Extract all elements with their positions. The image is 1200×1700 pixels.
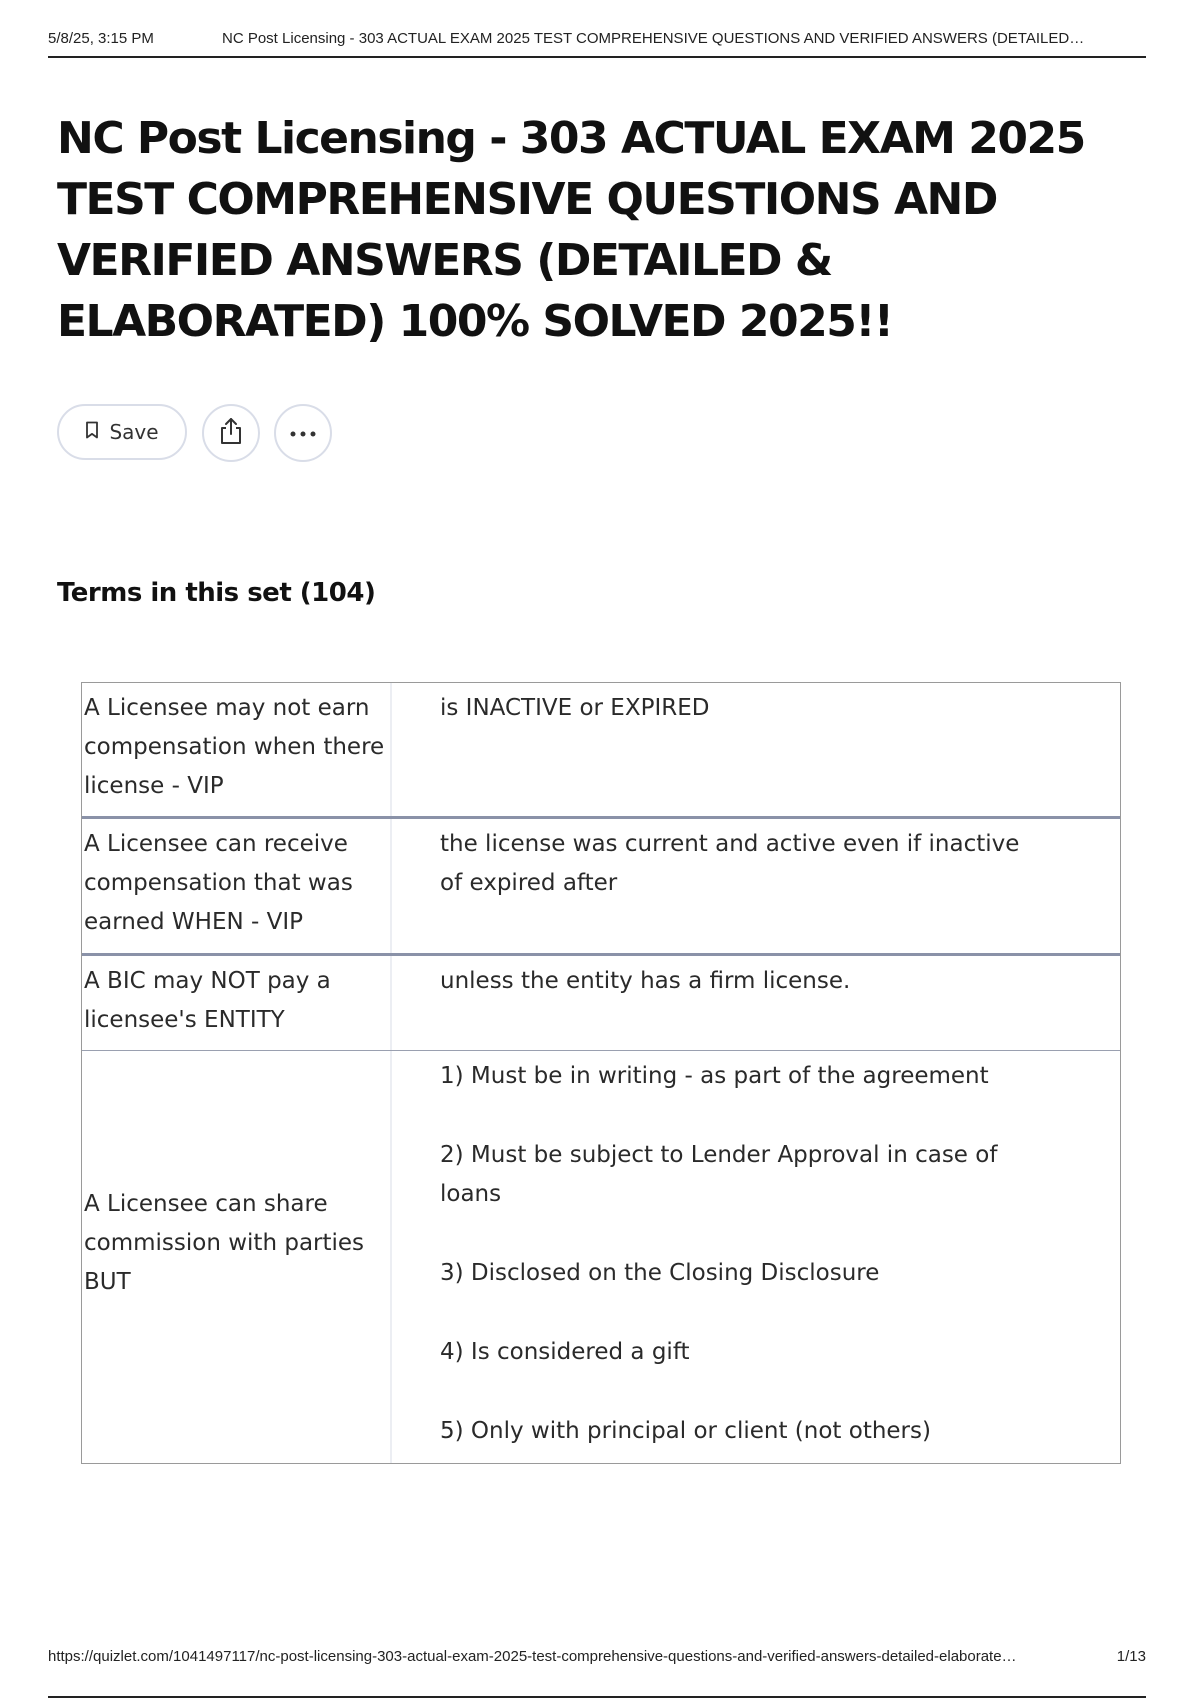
terms-heading: Terms in this set (104) (57, 578, 376, 608)
page-number: 1/13 (1116, 1648, 1146, 1665)
definition-line: 4) Is considered a gift (440, 1339, 690, 1365)
print-footer (48, 1648, 1146, 1700)
term-text: A BIC may NOT pay a licensee's ENTITY (82, 956, 392, 1050)
definition-text (392, 956, 1120, 1050)
term-row (82, 683, 1120, 816)
definition-text (392, 819, 1120, 953)
save-label: Save (109, 420, 159, 444)
definition-text (392, 683, 1120, 816)
term-row (82, 953, 1120, 1050)
more-button[interactable] (274, 404, 332, 462)
print-header (48, 30, 1146, 58)
page-title: NC Post Licensing - 303 ACTUAL EXAM 2025 TEST COMPREHENSIVE QUESTIONS AND VERIFIED ANSWERS (DETAILED & ELABORATED) 100% SOLVED 2025!! (57, 113, 1085, 347)
terms-table (81, 682, 1121, 1464)
definition-line: the license was current and active even if inactive of expired after (440, 831, 1020, 896)
term-text: A Licensee may not earn compensation when there license - VIP (82, 683, 392, 816)
term-text: A Licensee can receive compensation that was earned WHEN - VIP (82, 819, 392, 953)
term-row (82, 816, 1120, 953)
more-icon (289, 424, 317, 442)
print-date: 5/8/25, 3:15 PM (48, 30, 154, 47)
definition-text (392, 1051, 1120, 1463)
definition-line: 3) Disclosed on the Closing Disclosure (440, 1260, 880, 1286)
bookmark-icon (85, 420, 99, 444)
save-button[interactable] (57, 404, 187, 460)
print-doc-title: NC Post Licensing - 303 ACTUAL EXAM 2025 TEST COMPREHENSIVE QUESTIONS AND VERIFIED ANSWERS (DETAILED… (222, 30, 1085, 47)
definition-line: is INACTIVE or EXPIRED (440, 695, 710, 721)
footer-rule (48, 1696, 1146, 1698)
definition-line: 2) Must be subject to Lender Approval in case of loans (440, 1142, 998, 1207)
term-text: A Licensee can share commission with parties BUT (82, 1051, 392, 1463)
page-url: https://quizlet.com/1041497117/nc-post-licensing-303-actual-exam-2025-test-comprehensive-questions-and-verified-answers-detailed-elaborate… (48, 1648, 1017, 1665)
definition-line: 5) Only with principal or client (not others) (440, 1418, 931, 1444)
definition-line: unless the entity has a firm license. (440, 968, 851, 994)
share-button[interactable] (202, 404, 260, 462)
share-icon (218, 417, 244, 450)
term-row (82, 1050, 1120, 1463)
definition-line: 1) Must be in writing - as part of the agreement (440, 1063, 989, 1089)
